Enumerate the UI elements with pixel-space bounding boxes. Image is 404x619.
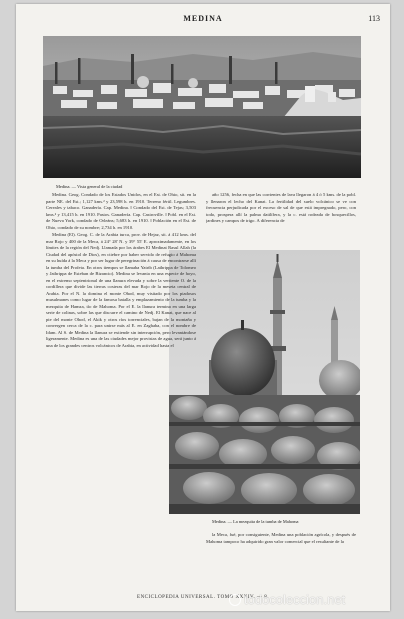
paragraph: Medina. Geog. Condado de los Estados Unidos, en el Est. de Ohio, sit. en la parte NE. del Est.; 1,127 kms.² y 23,598 h. en 1910. Terreno fértil. Legumbres. Cereales y tabaco. Ganadería. Cap. Medina. ‖ Condado del Est. de Tejas; 3,503 kms.² y 13,415 h. en 1910. Pastos. Ganadería. Cap. Castroville. ‖ Pobl. en el Est. de Nueva York, condado de Orleáns; 5,683 h. en 1910. ‖ Población en el Est. de Ohio, condado de su nombre; 2,734 h. en 1910. bbox=[46, 192, 196, 230]
page-footer: ENCICLOPEDIA UNIVERSAL. TOMO XXXIV. — 8. bbox=[137, 595, 269, 600]
encyclopedia-page bbox=[16, 4, 390, 611]
paragraph: año 1256, fecha en que las corrientes de lava llegaron á 4 ó 5 kms. de la pobl. y llenaron el lecho del Kanat. La fertilidad del suelo volcánico se ve con frecuencia perjudicada por el exceso de sal de que está impregnado, pero, con todo, prospera allí la palma datilífera, y la c. está rodeada de bosquecillos, jardines y campos de trigo. A diferencia de bbox=[206, 192, 356, 223]
paragraph: la Meca, fué, por consiguiente, Medina una población agrícola, y después de Mahoma tampoco ha adquirido gran valor comercial que el resultante de la bbox=[206, 532, 356, 544]
right-column-top bbox=[206, 192, 356, 246]
left-column bbox=[46, 192, 196, 584]
paragraph: Medina (El). Geog. C. de la Arabia turca, prov. de Hejaz, sit. á 412 kms. del mar Rojo y 400 de la Meca, á 24° 28' N. y 39° 55' E. aproximadamente, en los límites de la región del Nedj. Llamada por los árabes El Medinat Rasul Allah (la Ciudad del apóstol de Dios), en ctiebre por haber servido de refugio á Mahoma en su huída á la Meca y por ser lugar de peregrinación á causa de encontrarse allí la tumba del Profeta. En otros tiempos se llamaba Yatrib (Lathrippa de Tolomeo y Jathrippa de Esteban de Bizancio). Medina se levanta en una especie de hoyo, en el extremo septentrional de una llanura elevada y sobre la vertiente O. de la cordillera que divide las tierras costeras del mar Rojo de la meseta central de Arabia. Por el N. la domina el monte Ohod, muy visitado por los piadosos musulmanes como lugar de la famosa batalla y emplazamiento de la tumba y la mezquita de Hamza, tío de Mahoma. Por el E. la llanura termina en una larga serie de colinas, sobre las que discurre el camino de Nedj. El Kanat, que nace al pie del monte Ohod, el Akik y otros ríos torrenciales, bajan de la montaña y convergen cerca de la c. para unirse más al E. en Zaghaba, con el nombre de Idam. Al S. de Medina la llanura se extiende sin interrupción, pero levantándose ligeramente. Medina es una de las ciudades mejor provistas de agua, será junto á una de los grandes centros volcánicos de Arabia, en actividad hasta el bbox=[46, 232, 196, 348]
watermark bbox=[229, 592, 345, 607]
page-number: 113 bbox=[368, 14, 380, 23]
right-column-bottom bbox=[206, 532, 356, 586]
mosque-photo bbox=[169, 250, 360, 514]
city-view-caption: Medina. — Vista general de la ciudad bbox=[56, 184, 123, 189]
city-view-photo bbox=[43, 36, 361, 178]
watermark-text: todocoleccion.net bbox=[244, 592, 346, 607]
page-title: MEDINA bbox=[183, 14, 223, 23]
page-header bbox=[16, 14, 390, 26]
watermark-logo-icon bbox=[229, 594, 241, 606]
mosque-caption: Medina. — La mezquita de la tumba de Mahoma bbox=[212, 519, 299, 524]
